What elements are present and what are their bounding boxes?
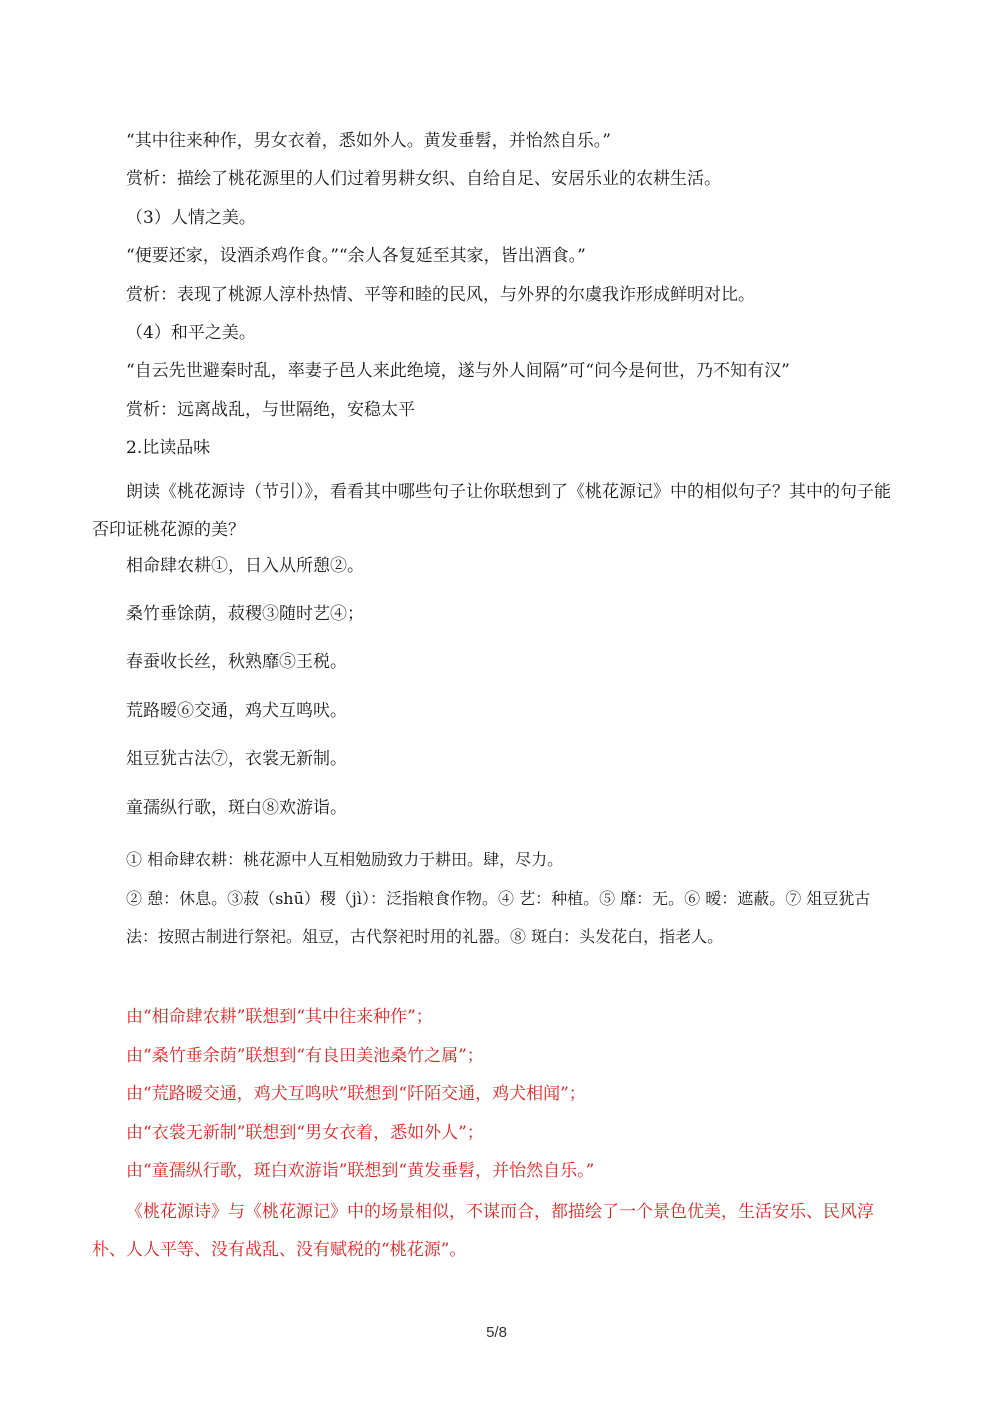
poem-line: 桑竹垂馀荫，菽稷③随时艺④；	[126, 604, 364, 624]
section-heading: （3）人情之美。	[126, 208, 256, 228]
footnote: ① 相命肆农耕：桃花源中人互相勉励致力于耕田。肆，尽力。	[126, 850, 564, 869]
footnote: ② 憩：休息。③菽（shū）稷（jì）：泛指粮食作物。④ 艺：种植。⑤ 靡：无。⑥ 暧：遮蔽。⑦ 俎豆犹古法：按照古制进行祭祀。俎豆，古代祭祀时用的礼器。⑧ 斑白：头发花白，指老人。	[126, 889, 871, 946]
answer-line: 由“荒路暧交通，鸡犬互鸣吠”联想到“阡陌交通，鸡犬相闻”；	[126, 1084, 586, 1104]
analysis-line: 赏析：描绘了桃花源里的人们过着男耕女织、自给自足、安居乐业的农耕生活。	[126, 169, 721, 189]
answer-line: 由“桑竹垂余荫”联想到“有良田美池桑竹之属”；	[126, 1046, 484, 1066]
poem-line: 相命肆农耕①，日入从所憩②。	[126, 556, 364, 576]
section-heading: （4）和平之美。	[126, 323, 256, 343]
quote-line: “自云先世避秦时乱，率妻子邑人来此绝境，遂与外人间隔”可“问今是何世，乃不知有汉”	[126, 361, 790, 381]
answer-line: 由“衣裳无新制”联想到“男女衣着，悉如外人”；	[126, 1123, 484, 1143]
answer-line: 由“童孺纵行歌，斑白欢游诣”联想到“黄发垂髫，并怡然自乐。”	[126, 1161, 595, 1181]
poem-line: 春蚕收长丝，秋熟靡⑤王税。	[126, 652, 347, 672]
answer-line: 由“相命肆农耕”联想到“其中往来种作”；	[126, 1007, 433, 1027]
section-title: 2.比读品味	[126, 438, 211, 458]
quote-line: “便要还家，设酒杀鸡作食。”“余人各复延至其家，皆出酒食。”	[126, 246, 586, 266]
poem-line: 俎豆犹古法⑦，衣裳无新制。	[126, 749, 347, 769]
analysis-line: 赏析：表现了桃源人淳朴热情、平等和睦的民风，与外界的尔虞我诈形成鲜明对比。	[126, 285, 755, 305]
analysis-line: 赏析：远离战乱，与世隔绝，安稳太平	[126, 400, 415, 420]
conclusion-paragraph: 《桃花源诗》与《桃花源记》中的场景相似，不谋而合，都描绘了一个景色优美，生活安乐、民风淳朴、人人平等、没有战乱、没有赋税的“桃花源”。	[92, 1202, 874, 1260]
poem-line: 荒路暧⑥交通，鸡犬互鸣吠。	[126, 701, 347, 721]
quote-line: “其中往来种作，男女衣着，悉如外人。黄发垂髫，并怡然自乐。”	[126, 131, 611, 151]
poem-line: 童孺纵行歌，斑白⑧欢游诣。	[126, 798, 347, 818]
question-paragraph: 朗读《桃花源诗（节引）》，看看其中哪些句子让你联想到了《桃花源记》中的相似句子？其中的句子能否印证桃花源的美？	[92, 482, 891, 540]
page-number: 5/8	[486, 1324, 507, 1341]
